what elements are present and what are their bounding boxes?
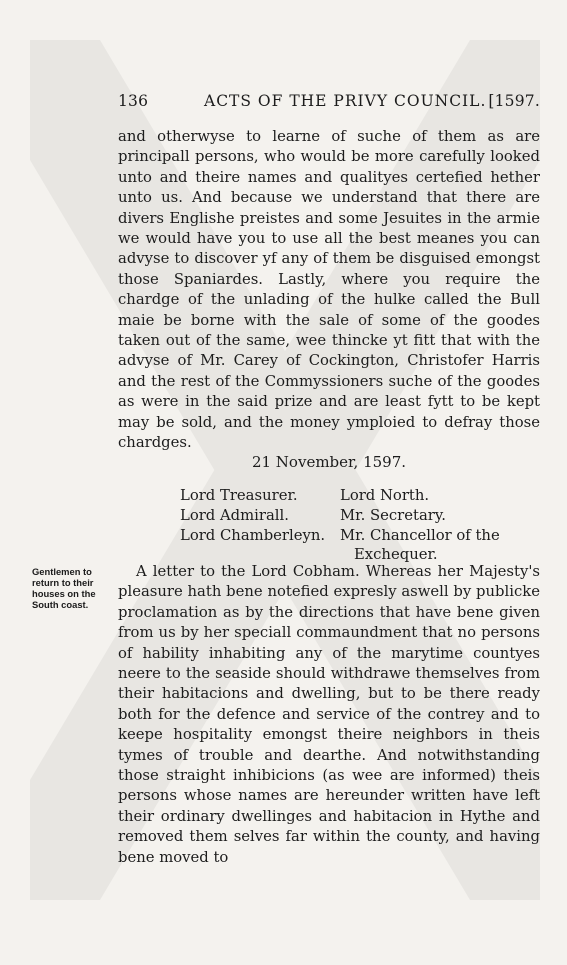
running-title: ACTS OF THE PRIVY COUNCIL. <box>204 92 487 110</box>
page-number: 136 <box>118 92 149 110</box>
attendee-continuation: Exchequer. <box>354 546 438 564</box>
attendance-left-column <box>180 486 325 545</box>
attendee: Mr. Chancellor of the <box>340 526 500 544</box>
margin-note: Gentlemen to return to their houses on the South coast. <box>32 566 96 610</box>
letter-paragraph <box>118 562 540 868</box>
paragraph-continued <box>118 127 540 454</box>
attendee: Mr. Secretary. <box>340 506 446 524</box>
attendee: Lord Treasurer. <box>180 487 298 504</box>
meeting-date: 21 November, 1597. <box>251 453 407 471</box>
attendee: Lord Admirall. <box>180 506 289 524</box>
attendance-right-column <box>340 486 500 565</box>
attendee: Lord Chamberleyn. <box>180 526 326 544</box>
running-head <box>118 92 540 114</box>
paragraph-text: and otherwyse to learne of suche of them as are principall persons, who would be more carefully looked unto and theire names and qualityes certefied hether unto us. And because we understand that there are divers Englishe preistes and some Jesuites in the armie we would have you to use all the best meanes you can advyse to discover yf any of them be disguised emongst those Spaniardes. Lastly, where you require the chardge of the unlading of the hulke called the Bull maie be borne with the sale of some of the goodes taken out of the same, wee thincke yt fitt that with the advyse of Mr. Carey of Cockington, Christofer Harris and the rest of the Commyssioners suche of the goodes as were in the said prize and are least fytt to be kept may be sold, and the money ymploied to defray those chardges. <box>118 128 540 452</box>
paragraph-text: A letter to the Lord Cobham. Whereas her Majesty's pleasure hath bene notefied expresly aswell by publicke proclamation as by the directions that have bene given from us by her speciall commaundment that no persons of hability inhabiting any of the marytime countyes neere to the seaside should withdrawe themselves from their habitacions and dwelling, but to be there ready both for the defence and service of the contrey and to keepe hospitality emongst theire neighbors in theis tymes of trouble and dearthe. And notwithstanding those straight inhibicions (as wee are informed) theis persons whose names are hereunder written have left their ordinary dwellinges and habitacion in Hythe and removed them selves far within the county, and having bene moved to <box>118 563 540 866</box>
attendee: Lord North. <box>340 487 430 504</box>
running-year: [1597. <box>488 92 540 110</box>
